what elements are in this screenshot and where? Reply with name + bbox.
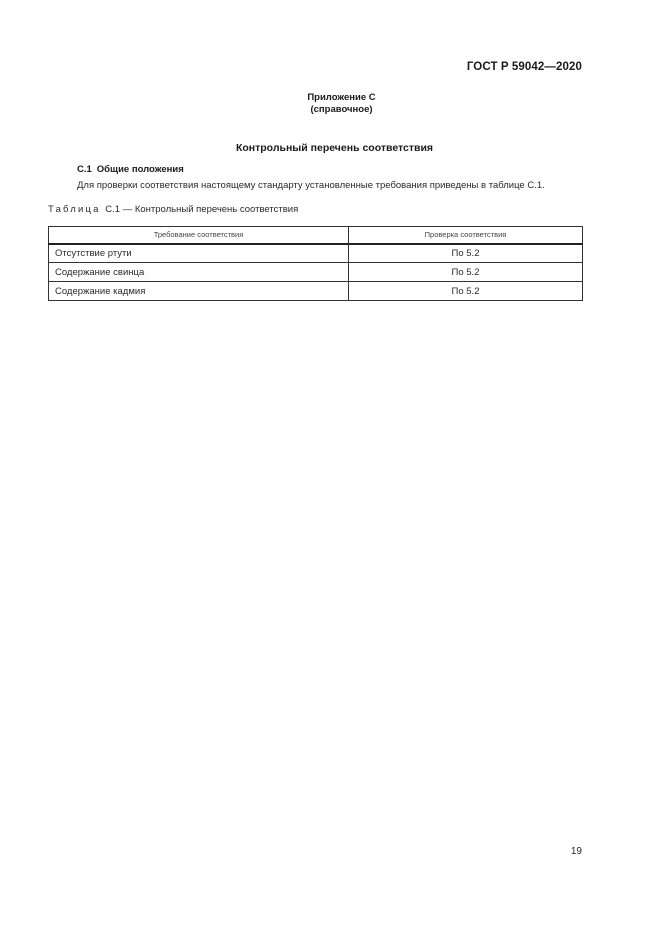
page-number: 19 [570,846,582,857]
table-row [49,244,583,263]
verification-cell: По 5.2 [349,244,583,263]
table-row [49,282,583,301]
verification-cell: По 5.2 [349,282,583,301]
requirement-cell: Содержание свинца [49,263,349,282]
document-code: ГОСТ Р 59042—2020 [466,61,582,73]
column-header-verification: Проверка соответствия [349,227,583,244]
requirement-cell: Содержание кадмия [49,282,349,301]
section-heading [77,164,184,175]
section-number: С.1 [77,164,92,175]
requirement-cell: Отсутствие ртути [49,244,349,263]
column-header-requirement: Требование соответствия [49,227,349,244]
verification-cell: По 5.2 [349,263,583,282]
section-paragraph: Для проверки соответствия настоящему стандарту установленные требования приведены в таблице С.1. [77,180,545,191]
document-title: Контрольный перечень соответствия [235,142,434,154]
table-caption [48,204,298,215]
table-caption-word: Таблица [48,204,101,215]
table-header-row [49,227,583,244]
appendix-type: (справочное) [310,104,373,115]
appendix-title: Приложение С [307,92,376,103]
compliance-table [48,226,583,301]
table-row [49,263,583,282]
section-title: Общие положения [96,164,184,175]
table-caption-text: С.1 — Контрольный перечень соответствия [105,204,299,215]
appendix-heading [0,92,661,116]
